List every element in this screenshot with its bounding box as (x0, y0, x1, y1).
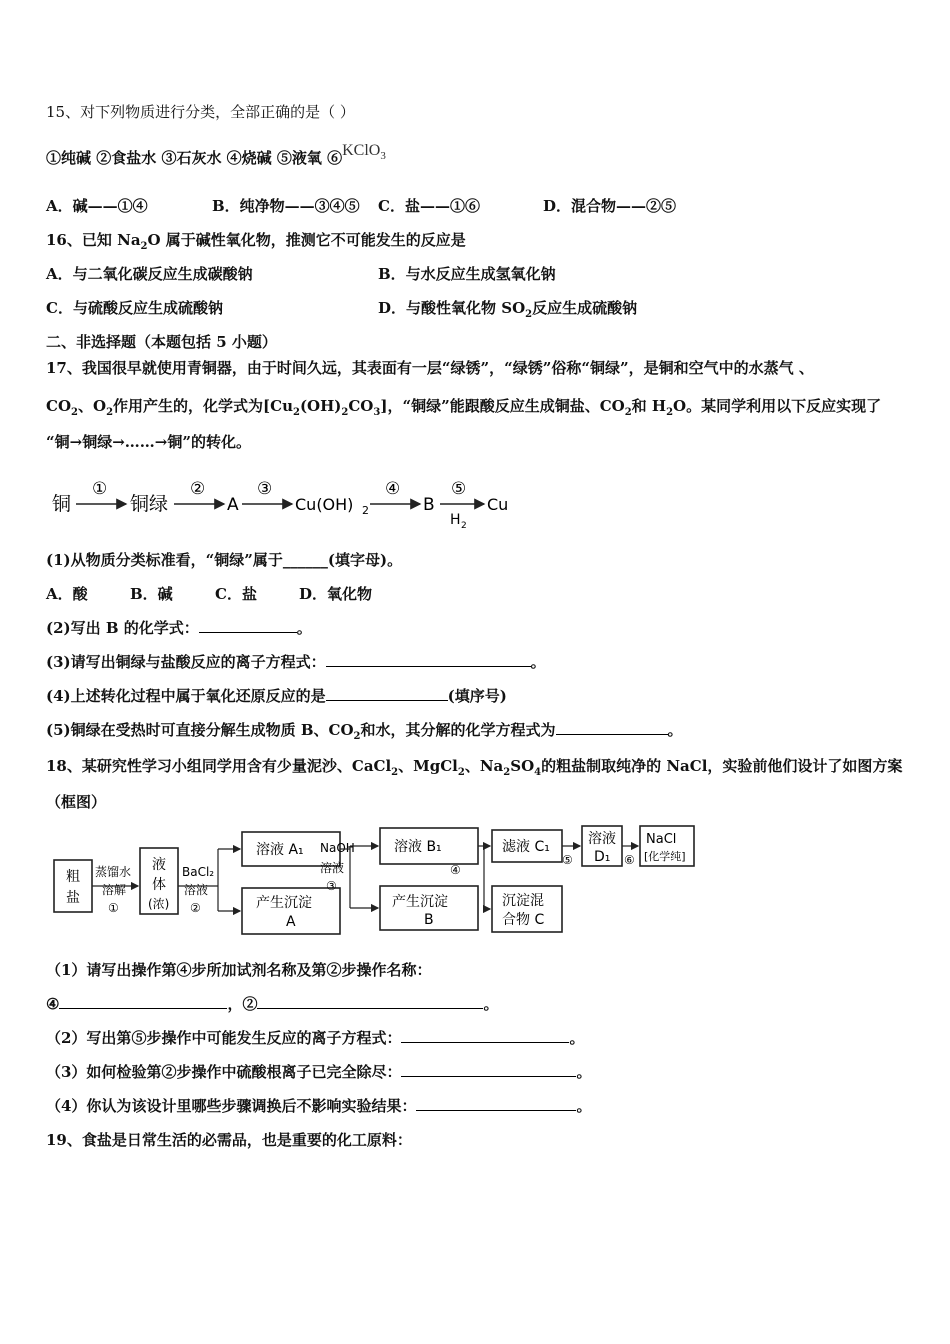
precipitate-a-label-2: A (286, 914, 296, 930)
precipitate-a-label-1: 产生沉淀 (256, 895, 312, 911)
solution-a1-label: 溶液 A₁ (256, 842, 304, 858)
q16-option-b: B．与水反应生成氢氧化钠 (378, 265, 556, 283)
step3-label-1: NaOH (320, 841, 355, 855)
answer-blank[interactable] (59, 994, 227, 1009)
step1-label-3: ① (108, 901, 119, 915)
liquid-label-2: 体 (152, 877, 166, 893)
step5-label: ⑤ (562, 853, 573, 867)
q17-part2: (2)写出 B 的化学式： 。 (46, 619, 312, 637)
q18-part4: （4）你认为该设计里哪些步骤调换后不影响实验结果： 。 (46, 1097, 592, 1115)
step3-label-2: 溶液 (320, 861, 345, 875)
q15-option-b: B．纯净物——③④⑤ (212, 197, 360, 215)
q15-option-a: A．碱——①④ (46, 197, 148, 215)
step2-label-2: 溶液 (184, 883, 209, 897)
crude-label-1: 粗 (66, 869, 80, 885)
solution-b1-label: 溶液 B₁ (394, 839, 442, 855)
q18-part2: （2）写出第⑤步操作中可能发生反应的离子方程式： 。 (46, 1029, 585, 1047)
step4-label: ④ (450, 863, 461, 877)
chain-h2-sub: 2 (461, 521, 467, 530)
q18-line2: （框图） (46, 793, 107, 811)
q17-part5: (5)铜绿在受热时可直接分解生成物质 B、$CO_2$和水，其分解的化学方程式为 。 (46, 721, 683, 742)
answer-blank[interactable] (556, 720, 668, 735)
q17-line1: 17、我国很早就使用青铜器，由于时间久远，其表面有一层“绿锈”，“绿锈”俗称“铜绿”，是铜和空气中的水蒸气 、 (46, 359, 814, 377)
chain-step-3: ③ (257, 479, 273, 499)
chain-cuoh2: Cu(OH) (295, 495, 354, 514)
q17-p1-option-d: D．氧化物 (299, 585, 373, 603)
q17-p1-option-b: B．碱 (130, 585, 173, 603)
q15-items (46, 142, 386, 169)
q16-option-d: D．与酸性氧化物 $SO_2$反应生成硫酸钠 (378, 299, 638, 320)
section-2-heading: 二、非选择题（本题包括 5 小题） (46, 333, 277, 351)
chain-b: B (423, 495, 435, 515)
crude-label-2: 盐 (66, 890, 80, 906)
chain-step-4: ④ (385, 479, 401, 499)
step1-label-1: 蒸馏水 (95, 865, 132, 879)
q16-option-a: A．与二氧化碳反应生成碳酸钠 (46, 265, 253, 283)
copper-reaction-chain (46, 470, 526, 530)
q15-option-d: D．混合物——②⑤ (543, 197, 677, 215)
q17-line2: $CO_2$、$O_2$作用产生的，化学式为$[Cu_2(OH)_2CO_3]$，“铜绿”能跟酸反应生成铜盐、$CO_2$和 $H_2O$。某同学利用以下反应实现了 (46, 397, 882, 418)
precipitate-b-label-2: B (424, 912, 434, 928)
chain-h2: H (450, 512, 461, 528)
chain-copper: 铜 (52, 493, 72, 515)
q17-p1-option-c: C．盐 (215, 585, 257, 603)
q18-part1: （1）请写出操作第④步所加试剂名称及第②步操作名称： (46, 961, 432, 979)
answer-blank[interactable] (326, 652, 531, 667)
liquid-label-3: (浓) (148, 897, 170, 911)
q17-p1-option-a: A．酸 (46, 585, 88, 603)
step6-label: ⑥ (624, 853, 635, 867)
answer-blank[interactable] (257, 994, 483, 1009)
precipitate-c-label-1: 沉淀混 (502, 893, 544, 909)
liquid-label-1: 液 (152, 857, 166, 873)
solution-d1-label-2: D₁ (594, 849, 611, 865)
answer-blank[interactable] (416, 1096, 576, 1111)
q17-part1: (1)从物质分类标准看，“铜绿”属于______(填字母)。 (46, 551, 403, 569)
q16-option-c: C．与硫酸反应生成硫酸钠 (46, 299, 223, 317)
answer-blank[interactable] (326, 686, 448, 701)
q15-stem: 15、对下列物质进行分类，全部正确的是（ ） (46, 103, 355, 121)
kclo3-formula: KClO$_3$ (342, 142, 386, 163)
precipitate-c-label-2: 合物 C (502, 912, 545, 928)
answer-blank[interactable] (199, 618, 297, 633)
answer-blank[interactable] (401, 1062, 576, 1077)
precipitate-b-label-1: 产生沉淀 (392, 894, 448, 910)
nacl-label: NaCl (646, 832, 677, 847)
chain-a: A (227, 495, 239, 515)
solution-d1-label-1: 溶液 (588, 831, 616, 847)
chain-cuoh2-sub: 2 (362, 504, 369, 517)
step3-label-3: ③ (326, 879, 337, 893)
nacl-grade-label: [化学纯] (644, 850, 686, 863)
step2-label-3: ② (190, 901, 201, 915)
chain-step-2: ② (190, 479, 206, 499)
step1-label-2: 溶解 (102, 883, 127, 897)
q15-option-c: C．盐——①⑥ (378, 197, 480, 215)
step2-label-1: BaCl₂ (182, 865, 215, 879)
salt-purification-flowchart (50, 822, 700, 937)
q16-stem: 16、已知 $Na_2O$ 属于碱性氧化物，推测它不可能发生的反应是 (46, 231, 466, 252)
q18-part1-answers: ④ ，② 。 (46, 995, 499, 1013)
answer-blank[interactable] (401, 1028, 569, 1043)
q18-line1: 18、某研究性学习小组同学用含有少量泥沙、CaCl$_2$、MgCl$_2$、$Na_2SO_4$的粗盐制取纯净的 NaCl，实验前他们设计了如图方案 (46, 757, 903, 778)
chain-cu: Cu (487, 495, 509, 514)
q15-items-text: ①纯碱 ②食盐水 ③石灰水 ④烧碱 ⑤液氧 ⑥ (46, 149, 343, 167)
chain-step-1: ① (92, 479, 108, 499)
q19-stem: 19、食盐是日常生活的必需品，也是重要的化工原料： (46, 1131, 412, 1149)
q17-part3: (3)请写出铜绿与盐酸反应的离子方程式： 。 (46, 653, 546, 671)
q17-line3: “铜→铜绿→……→铜”的转化。 (46, 433, 251, 451)
q18-part3: （3）如何检验第②步操作中硫酸根离子已完全除尽： 。 (46, 1063, 592, 1081)
filtrate-c1-label: 滤液 C₁ (502, 839, 550, 855)
q17-part4: (4)上述转化过程中属于氧化还原反应的是 (填序号) (46, 687, 507, 705)
chain-step-5: ⑤ (451, 479, 467, 499)
chain-verdigris: 铜绿 (130, 493, 169, 515)
